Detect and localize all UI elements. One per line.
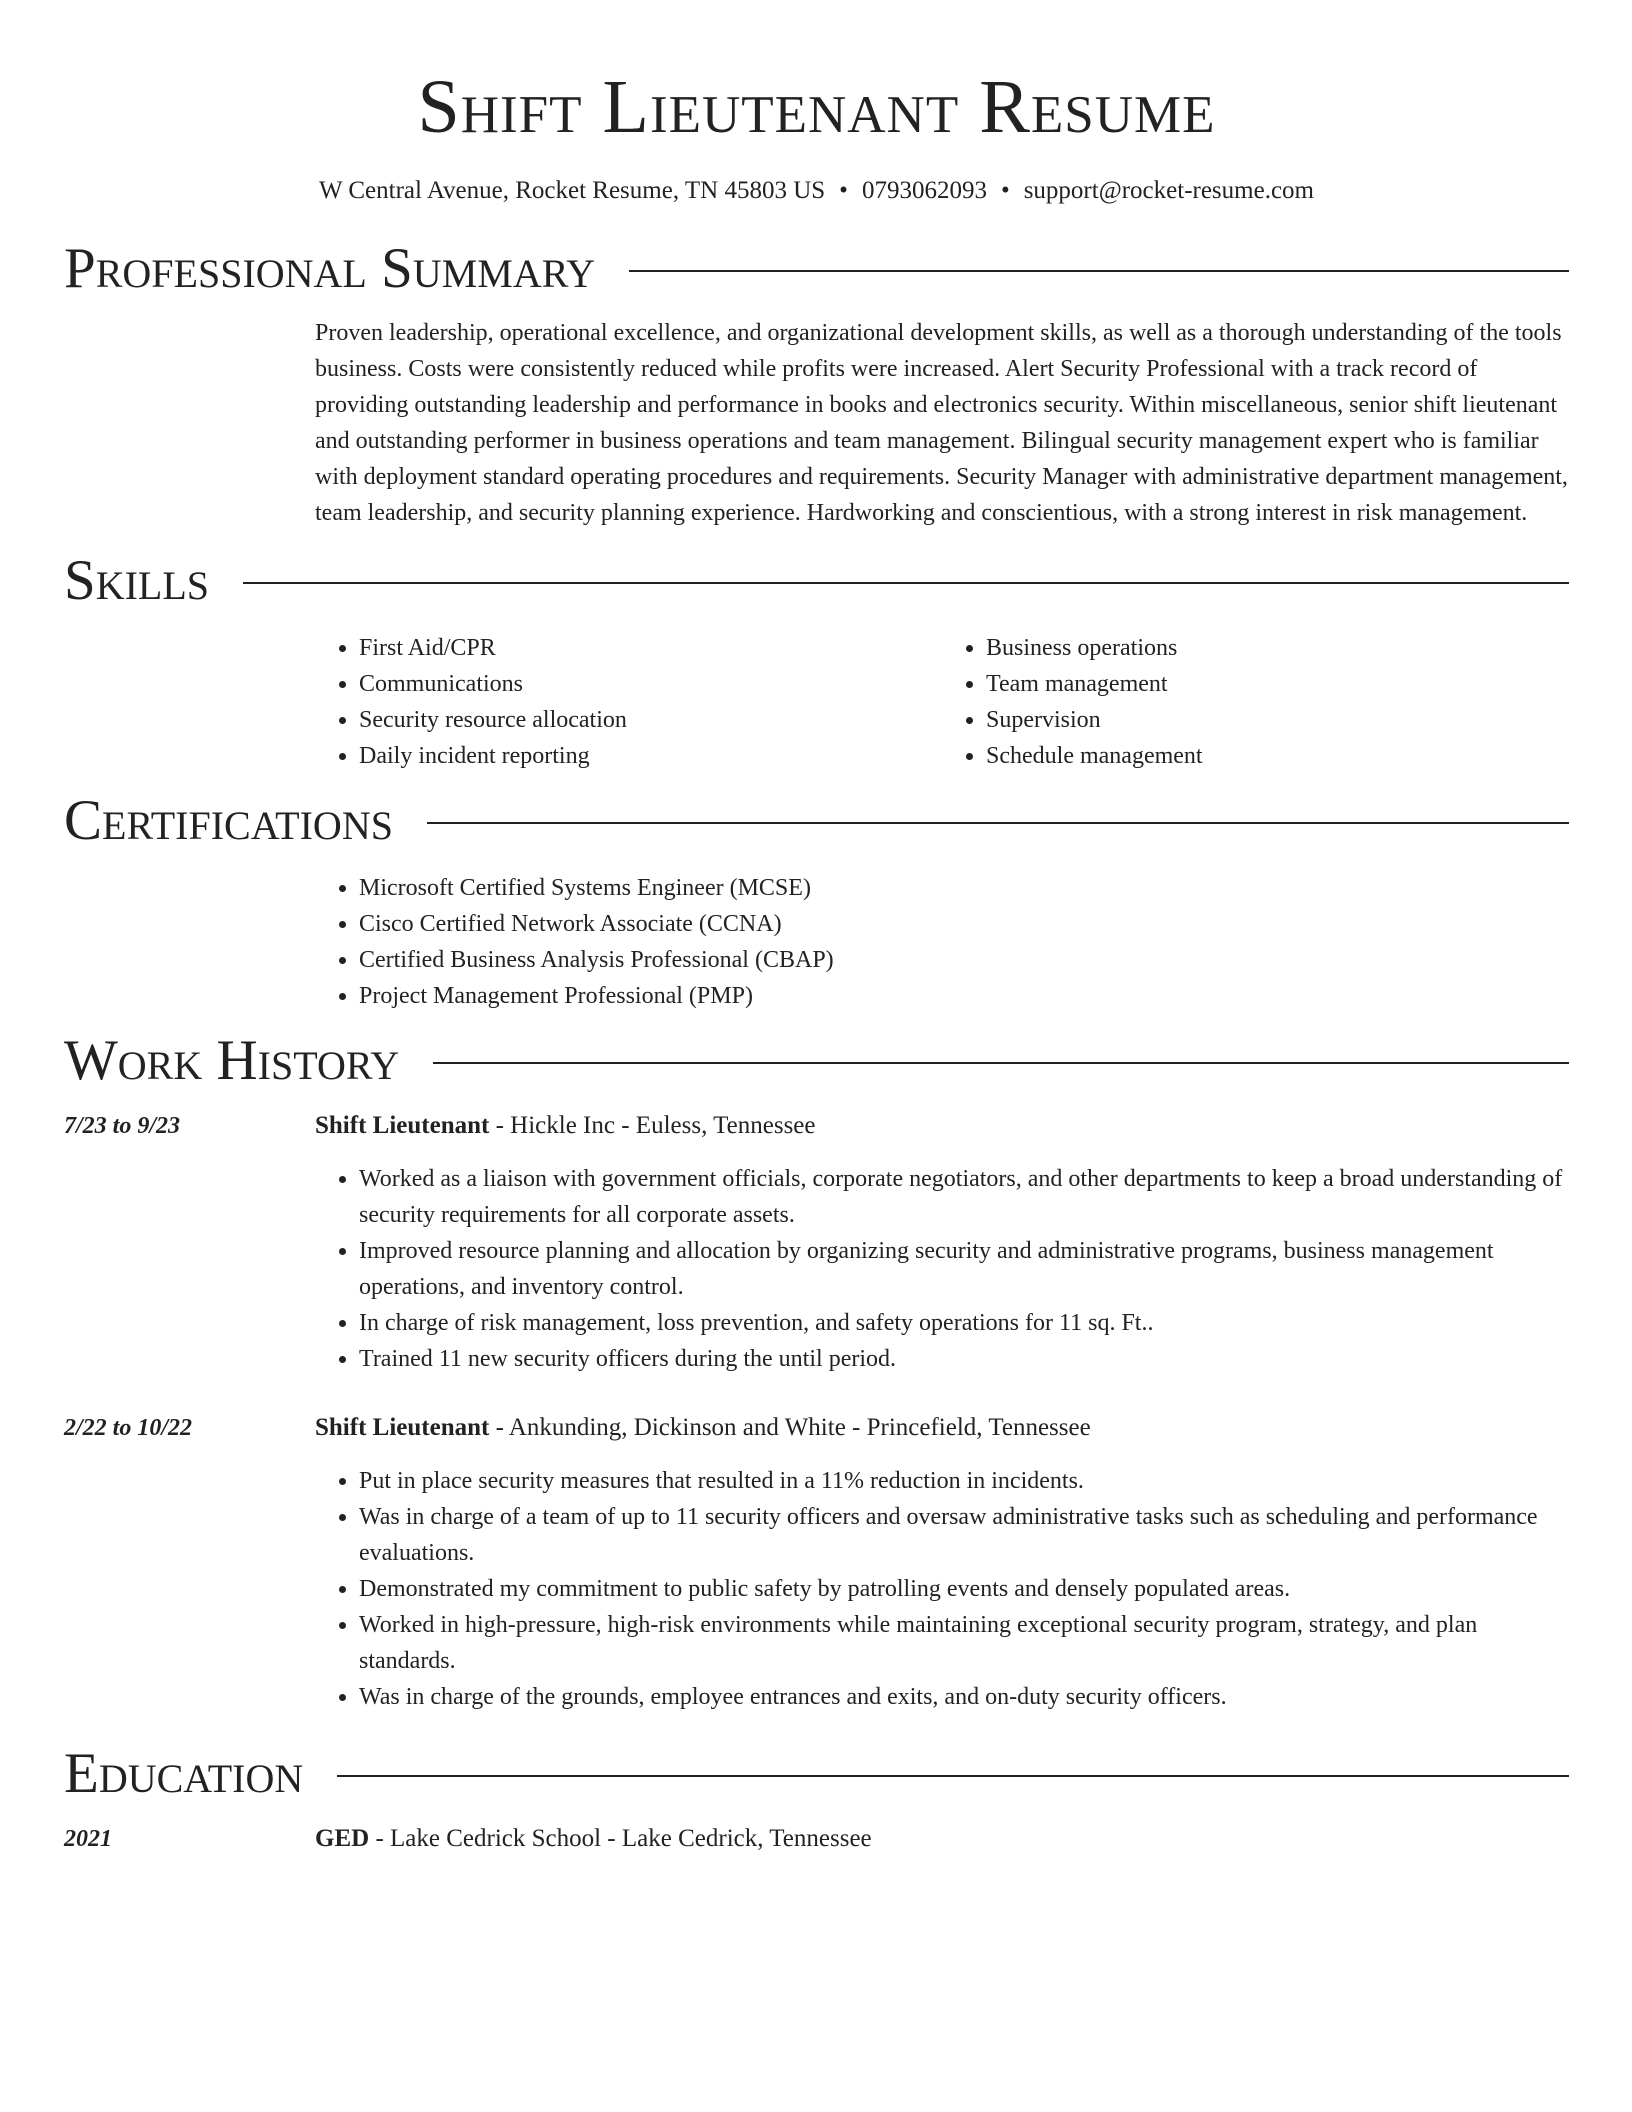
job-dates: 7/23 to 9/23 <box>64 1113 181 1139</box>
job-bullets <box>315 1463 1569 1715</box>
summary-text: Proven leadership, operational excellence, and organizational development skills, as well as a thorough understanding of the tools business. Costs were consistently reduced while profits were increased. Alert Security Professional with a track record of providing outstanding leadership and performance in books and electronics security. Within miscellaneous, senior shift lieutenant and outstanding performer in business operations and team management. Bilingual security management expert who is familiar with deployment standard operating procedures and requirements. Security Manager with administrative department management, team leadership, and security planning experience. Hardworking and conscientious, with a strong interest in risk management. <box>315 320 1568 526</box>
contact-phone: 0793062093 <box>861 177 987 204</box>
job-details <box>315 1410 1569 1715</box>
certification-item: • Microsoft Certified Systems Engineer (MCSE) <box>359 870 1569 906</box>
work-section-header <box>64 1028 1569 1094</box>
skills-heading: Skills <box>64 549 210 612</box>
education-heading: Education <box>64 1742 304 1805</box>
job-title: Shift Lieutenant <box>315 1414 490 1441</box>
section-divider <box>629 270 1569 272</box>
summary-section <box>315 315 1569 531</box>
separator-dot: • <box>839 177 848 204</box>
section-divider <box>337 1775 1569 1777</box>
skill-item: • Team management <box>986 666 1569 702</box>
work-heading: Work History <box>64 1029 400 1092</box>
skills-list-left <box>315 630 942 774</box>
education-line <box>315 1821 1569 1857</box>
job-employer: - Hickle Inc - Euless, Tennessee <box>489 1112 816 1139</box>
skills-section-header <box>64 548 1569 614</box>
job-title-line <box>315 1410 1569 1446</box>
job-details <box>315 1108 1569 1377</box>
skill-item: • Schedule management <box>986 738 1569 774</box>
certification-item: • Project Management Professional (PMP) <box>359 978 1569 1014</box>
education-details <box>315 1821 1569 1857</box>
page-title: Shift Lieutenant Resume <box>417 65 1216 149</box>
job-entry <box>64 1410 1569 1715</box>
job-bullets <box>315 1161 1569 1377</box>
job-title-line <box>315 1108 1569 1144</box>
section-divider <box>433 1062 1569 1064</box>
skill-item: • Daily incident reporting <box>359 738 942 774</box>
job-bullet: • Worked in high-pressure, high-risk environments while maintaining exceptional security program, strategy, and plan standards. <box>359 1607 1569 1679</box>
certifications-list <box>315 870 1569 1014</box>
education-date: 2021 <box>64 1826 112 1852</box>
skill-item: • Communications <box>359 666 942 702</box>
education-section-header <box>64 1741 1569 1807</box>
certification-item: • Certified Business Analysis Professional (CBAP) <box>359 942 1569 978</box>
job-bullet: • Put in place security measures that resulted in a 11% reduction in incidents. <box>359 1463 1569 1499</box>
skill-item: • Business operations <box>986 630 1569 666</box>
separator-dot: • <box>1000 177 1010 204</box>
contact-email: support@rocket-resume.com <box>1023 177 1314 204</box>
job-bullet: • Was in charge of a team of up to 11 security officers and oversaw administrative tasks such as scheduling and performance evaluations. <box>359 1499 1569 1571</box>
certification-item: • Cisco Certified Network Associate (CCNA) <box>359 906 1569 942</box>
job-dates: 2/22 to 10/22 <box>64 1415 193 1441</box>
job-bullet: • In charge of risk management, loss prevention, and safety operations for 11 sq. Ft.. <box>359 1305 1569 1341</box>
job-title: Shift Lieutenant <box>315 1112 490 1139</box>
skill-item: • Security resource allocation <box>359 702 942 738</box>
contact-address: W Central Avenue, Rocket Resume, TN 45803 US <box>318 177 826 204</box>
skills-list-right <box>942 630 1569 774</box>
skills-section <box>315 630 1569 774</box>
section-divider <box>427 822 1569 824</box>
certifications-section-header <box>64 788 1569 854</box>
job-entry <box>64 1108 1569 1377</box>
job-bullet: • Improved resource planning and allocation by organizing security and administrative programs, business management operations, and inventory control. <box>359 1233 1569 1305</box>
skills-grid <box>315 630 1569 774</box>
resume-page <box>64 0 1569 1857</box>
contact-line <box>64 174 1569 208</box>
job-bullet: • Worked as a liaison with government officials, corporate negotiators, and other departments to keep a broad understanding of security requirements for all corporate assets. <box>359 1161 1569 1233</box>
job-bullet: • Demonstrated my commitment to public safety by patrolling events and densely populated areas. <box>359 1571 1569 1607</box>
section-divider <box>243 582 1569 584</box>
education-school: - Lake Cedrick School - Lake Cedrick, Tennessee <box>369 1825 872 1852</box>
education-entry <box>64 1821 1569 1857</box>
education-degree: GED <box>315 1825 370 1852</box>
job-employer: - Ankunding, Dickinson and White - Princefield, Tennessee <box>489 1414 1091 1441</box>
summary-section-header <box>64 236 1569 302</box>
job-bullet: • Trained 11 new security officers during the until period. <box>359 1341 1569 1377</box>
certifications-heading: Certifications <box>64 789 393 852</box>
summary-heading: Professional Summary <box>64 237 596 300</box>
skill-item: • Supervision <box>986 702 1569 738</box>
skill-item: • First Aid/CPR <box>359 630 942 666</box>
job-bullet: • Was in charge of the grounds, employee entrances and exits, and on-duty security officers. <box>359 1679 1569 1715</box>
certifications-section <box>315 870 1569 1014</box>
